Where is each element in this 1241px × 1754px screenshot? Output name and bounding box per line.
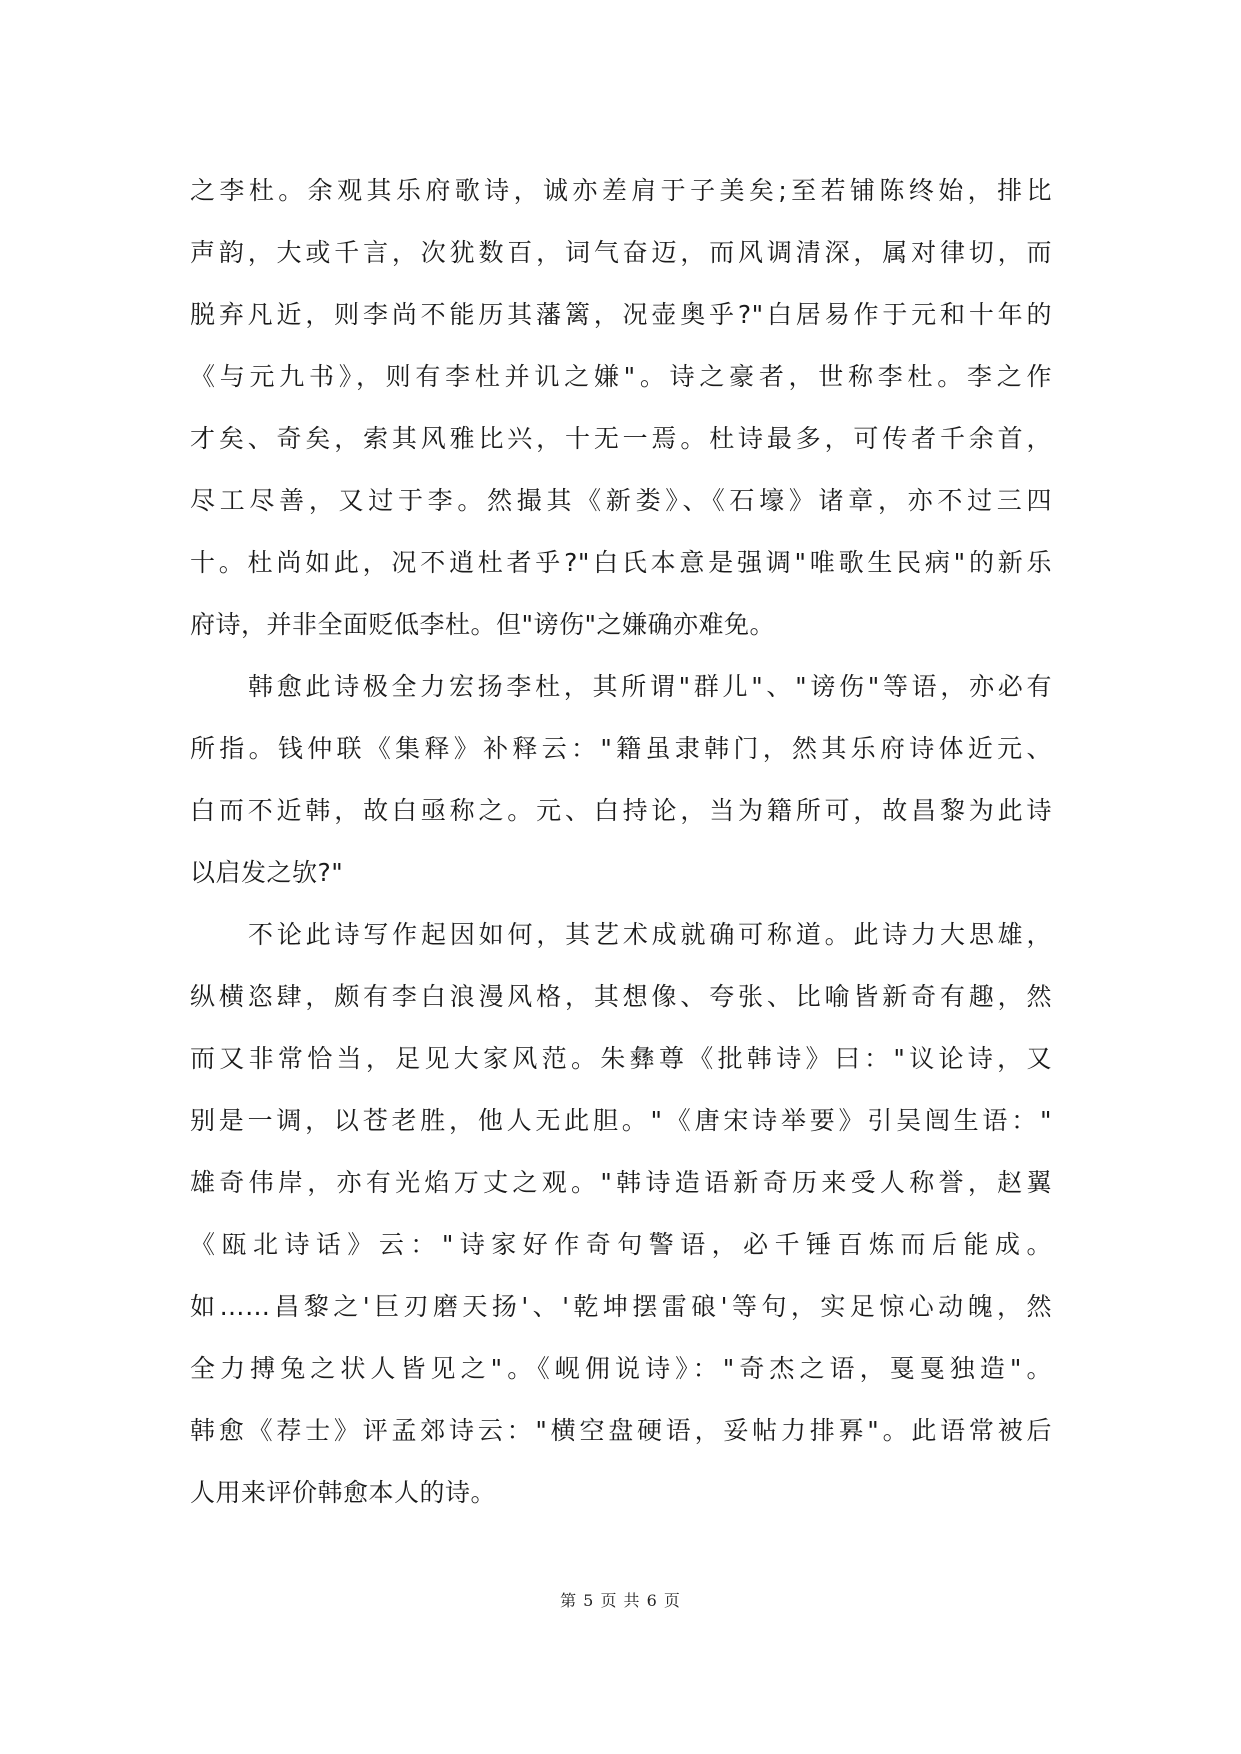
text-line: 韩愈《荐士》评孟郊诗云："横空盘硬语，妥帖力排奡"。此语常被后 (190, 1416, 1052, 1445)
text-line: 尽工尽善，又过于李。然撮其《新娄》、《石壕》诸章，亦不过三四 (190, 486, 1052, 515)
text-line: 脱弃凡近，则李尚不能历其藩篱，况壶奥乎?"白居易作于元和十年的 (190, 300, 1052, 329)
paragraph-3 (190, 904, 1052, 1524)
text-line: 十。杜尚如此，况不逍杜者乎?"白氏本意是强调"唯歌生民病"的新乐 (190, 548, 1052, 577)
text-line: 《与元九书》，则有李杜并讥之嫌"。诗之豪者，世称李杜。李之作 (190, 362, 1052, 391)
text-line: 全力搏兔之状人皆见之"。《岘佣说诗》："奇杰之语，戛戛独造"。 (190, 1354, 1052, 1383)
text-line: 别是一调，以苍老胜，他人无此胆。"《唐宋诗举要》引吴闿生语：" (190, 1106, 1052, 1135)
text-line: 人用来评价韩愈本人的诗。 (190, 1478, 497, 1507)
text-line: 如……昌黎之'巨刃磨天扬'、'乾坤摆雷硠'等句，实足惊心动魄，然 (190, 1292, 1052, 1321)
text-line: 雄奇伟岸，亦有光焰万丈之观。"韩诗造语新奇历来受人称誉，赵翼 (190, 1168, 1052, 1197)
text-line: 声韵，大或千言，次犹数百，词气奋迈，而风调清深，属对律切，而 (190, 238, 1052, 267)
page-footer (0, 1588, 1241, 1611)
paragraph-1 (190, 160, 1052, 656)
text-line: 韩愈此诗极全力宏扬李杜，其所谓"群儿"、"谤伤"等语，亦必有 (248, 672, 1052, 701)
text-line: 以启发之欤?" (190, 858, 344, 887)
text-line: 所指。钱仲联《集释》补释云："籍虽隶韩门，然其乐府诗体近元、 (190, 734, 1052, 763)
text-line: 白而不近韩，故白亟称之。元、白持论，当为籍所可，故昌黎为此诗 (190, 796, 1052, 825)
text-line: 府诗，并非全面贬低李杜。但"谤伤"之嫌确亦难免。 (190, 610, 776, 639)
text-line: 之李杜。余观其乐府歌诗，诚亦差肩于子美矣;至若铺陈终始，排比 (190, 176, 1052, 205)
page-number-label: 第 5 页 共 6 页 (560, 1591, 681, 1610)
body-text (190, 160, 1052, 1524)
text-line: 纵横恣肆，颇有李白浪漫风格，其想像、夸张、比喻皆新奇有趣，然 (190, 982, 1052, 1011)
paragraph-2 (190, 656, 1052, 904)
text-line: 才矣、奇矣，索其风雅比兴，十无一焉。杜诗最多，可传者千余首， (190, 424, 1052, 453)
text-line: 《瓯北诗话》云："诗家好作奇句警语，必千锤百炼而后能成。 (190, 1230, 1052, 1259)
text-line: 而又非常恰当，足见大家风范。朱彝尊《批韩诗》曰："议论诗，又 (190, 1044, 1052, 1073)
text-line: 不论此诗写作起因如何，其艺术成就确可称道。此诗力大思雄， (248, 920, 1052, 949)
